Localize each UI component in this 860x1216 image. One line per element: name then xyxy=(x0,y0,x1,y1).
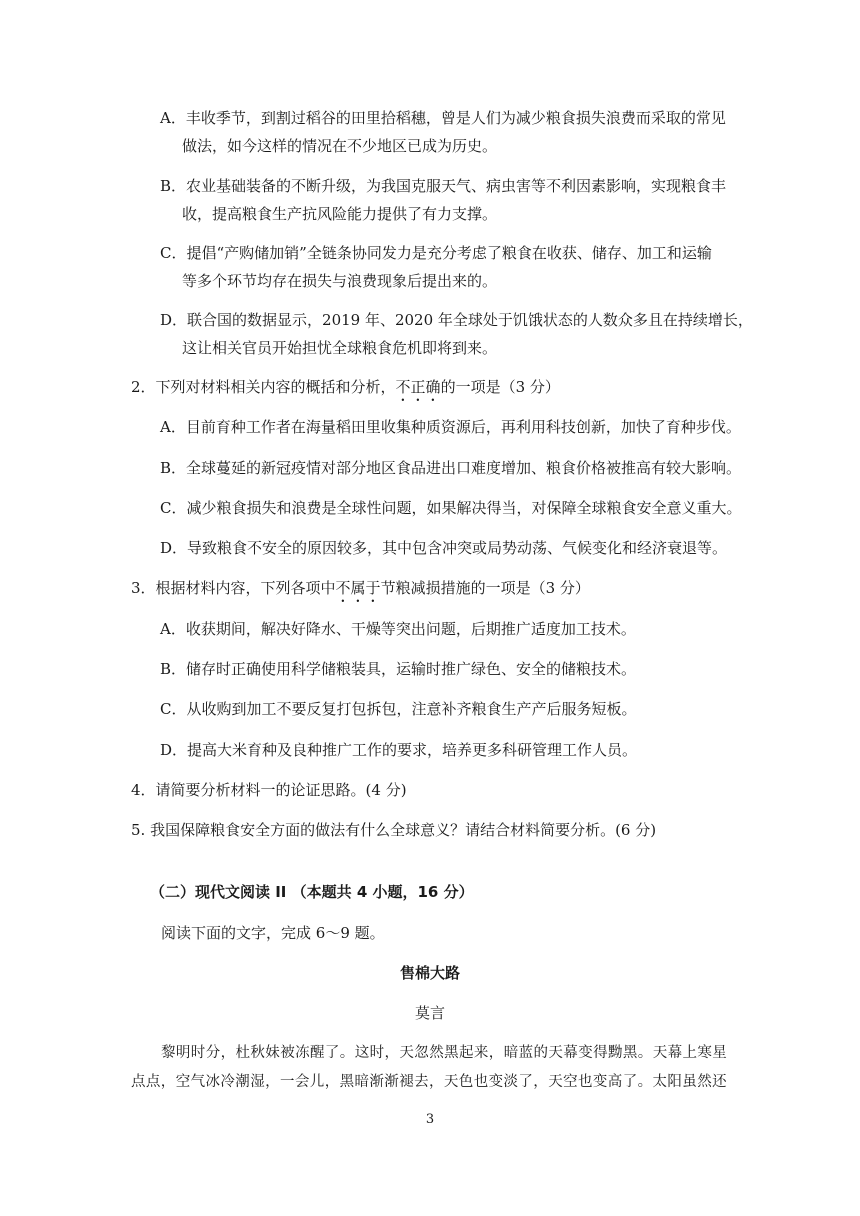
q1-option-a-line1: A．丰收季节，到割过稻谷的田里拾稻穗，曾是人们为减少粮食损失浪费而采取的常见 xyxy=(160,109,726,127)
q1-option-d-line2: 这让相关官员开始担忧全球粮食危机即将到来。 xyxy=(182,339,498,357)
question-3-stem-pre: 3．根据材料内容，下列各项中 xyxy=(131,579,336,597)
section-heading: （二）现代文阅读 II （本题共 4 小题，16 分） xyxy=(150,883,474,901)
question-2-emphasis: 不正确 xyxy=(395,378,441,396)
q3-option-d: D．提高大米育种及良种推广工作的要求，培养更多科研管理工作人员。 xyxy=(160,741,638,759)
question-5: 5. 我国保障粮食安全方面的做法有什么全球意义？请结合材料简要分析。(6 分) xyxy=(131,821,657,839)
question-3-emphasis: 不属于 xyxy=(335,579,381,597)
q1-option-a-line2: 做法，如今这样的情况在不少地区已成为历史。 xyxy=(182,137,498,155)
article-paragraph-line2: 点点，空气冰冷潮湿，一会儿，黑暗渐渐褪去，天色也变淡了，天空也变高了。太阳虽然还 xyxy=(131,1074,727,1090)
q1-option-c-line1: C．提倡“产购储加销”全链条协同发力是充分考虑了粮食在收获、储存、加工和运输 xyxy=(160,244,712,262)
question-2-stem-post: 的一项是（3 分） xyxy=(440,378,560,396)
q2-option-a: A．目前育种工作者在海量稻田里收集种质资源后，再利用科技创新，加快了育种步伐。 xyxy=(160,418,741,436)
q3-option-c: C．从收购到加工不要反复打包拆包，注意补齐粮食生产产后服务短板。 xyxy=(160,700,637,718)
section-intro: 阅读下面的文字，完成 6～9 题。 xyxy=(161,924,385,942)
q2-option-c: C．减少粮食损失和浪费是全球性问题，如果解决得当，对保障全球粮食安全意义重大。 xyxy=(160,499,742,517)
q1-option-b-line1: B．农业基础装备的不断升级，为我国克服天气、病虫害等不利因素影响，实现粮食丰 xyxy=(160,177,727,195)
article-author: 莫言 xyxy=(414,1004,445,1022)
q1-option-c-line2: 等多个环节均存在损失与浪费现象后提出来的。 xyxy=(182,272,498,290)
q1-option-b-line2: 收，提高粮食生产抗风险能力提供了有力支撑。 xyxy=(182,205,498,223)
q1-option-d-line1: D．联合国的数据显示，2019 年、2020 年全球处于饥饿状态的人数众多且在持续增长， xyxy=(160,311,753,329)
question-2-stem xyxy=(131,377,560,405)
question-3-stem xyxy=(131,578,590,606)
question-3-stem-post: 节粮减损措施的一项是（3 分） xyxy=(380,579,590,597)
q3-option-b: B．储存时正确使用科学储粮装具，运输时推广绿色、安全的储粮技术。 xyxy=(160,660,637,678)
question-4: 4．请简要分析材料一的论证思路。(4 分) xyxy=(131,781,407,799)
article-paragraph-line1: 黎明时分，杜秋妹被冻醒了。这时，天忽然黑起来，暗蓝的天幕变得黝黑。天幕上寒星 xyxy=(161,1045,728,1061)
q2-option-b: B．全球蔓延的新冠疫情对部分地区食品进出口难度增加、粮食价格被推高有较大影响。 xyxy=(160,459,742,477)
question-2-stem-pre: 2．下列对材料相关内容的概括和分析， xyxy=(131,378,396,396)
article-title: 售棉大路 xyxy=(399,964,460,982)
q2-option-d: D．导致粮食不安全的原因较多，其中包含冲突或局势动荡、气候变化和经济衰退等。 xyxy=(160,539,728,557)
q3-option-a: A．收获期间，解决好降水、干燥等突出问题，后期推广适度加工技术。 xyxy=(160,620,636,638)
page-number: 3 xyxy=(425,1112,435,1127)
